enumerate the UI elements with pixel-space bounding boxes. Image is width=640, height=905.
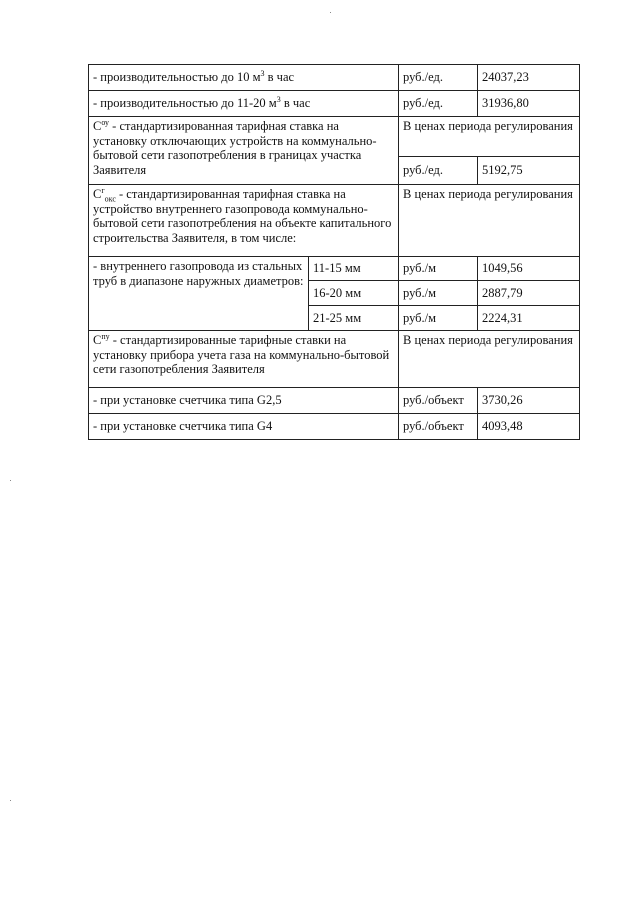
price-period-note: В ценах периода регулирования: [399, 331, 580, 388]
value-cell: 2224,31: [478, 306, 580, 331]
diameter-range: 11-15 мм: [309, 257, 399, 281]
value-cell: 1049,56: [478, 257, 580, 281]
unit-cell: руб./объект: [399, 388, 478, 414]
unit-cell: руб./ед.: [399, 157, 478, 185]
table-row: [89, 257, 580, 281]
scan-speck: [10, 480, 11, 481]
row-label: - производительностью до 11-20 $м^3$ в час: [89, 91, 399, 117]
table-row: [89, 65, 580, 91]
unit-cell: руб./объект: [399, 414, 478, 440]
price-period-note: В ценах периода регулирования: [399, 117, 580, 157]
tariff-description: $С^{оу}$ - стандартизированная тарифная ставка на установку отключающих устройств на коммунально-бытовой сети газопотребления в границах участка Заявителя: [89, 117, 399, 185]
unit-cell: руб./ед.: [399, 65, 478, 91]
table-row: [89, 91, 580, 117]
unit-cell: руб./м: [399, 281, 478, 306]
tariff-table: [88, 64, 580, 440]
value-cell: 24037,23: [478, 65, 580, 91]
pipe-diameter-label: - внутреннего газопровода из стальных труб в диапазоне наружных диаметров:: [89, 257, 309, 331]
table-row: [89, 117, 580, 157]
unit-cell: руб./м: [399, 257, 478, 281]
value-cell: 4093,48: [478, 414, 580, 440]
price-period-note: В ценах периода регулирования: [399, 185, 580, 257]
value-cell: 5192,75: [478, 157, 580, 185]
value-cell: 2887,79: [478, 281, 580, 306]
tariff-description: $С^г_{окс}$ - стандартизированная тарифная ставка на устройство внутреннего газопровода коммунально-бытовой сети газопотребления на объекте капитального строительства Заявителя, в том числе:: [89, 185, 399, 257]
diameter-range: 16-20 мм: [309, 281, 399, 306]
row-label: - при установке счетчика типа G2,5: [89, 388, 399, 414]
value-cell: 3730,26: [478, 388, 580, 414]
value-cell: 31936,80: [478, 91, 580, 117]
table-row: [89, 331, 580, 388]
unit-cell: руб./ед.: [399, 91, 478, 117]
tariff-description: $С^{пу}$ - стандартизированные тарифные ставки на установку прибора учета газа на коммунально-бытовой сети газопотребления Заявителя: [89, 331, 399, 388]
unit-cell: руб./м: [399, 306, 478, 331]
table-row: [89, 388, 580, 414]
scan-speck: [330, 12, 331, 13]
row-label: - при установке счетчика типа G4: [89, 414, 399, 440]
diameter-range: 21-25 мм: [309, 306, 399, 331]
table-row: [89, 414, 580, 440]
table-row: [89, 185, 580, 257]
scan-speck: [10, 800, 11, 801]
row-label: - производительностью до 10 $м^3$ в час: [89, 65, 399, 91]
